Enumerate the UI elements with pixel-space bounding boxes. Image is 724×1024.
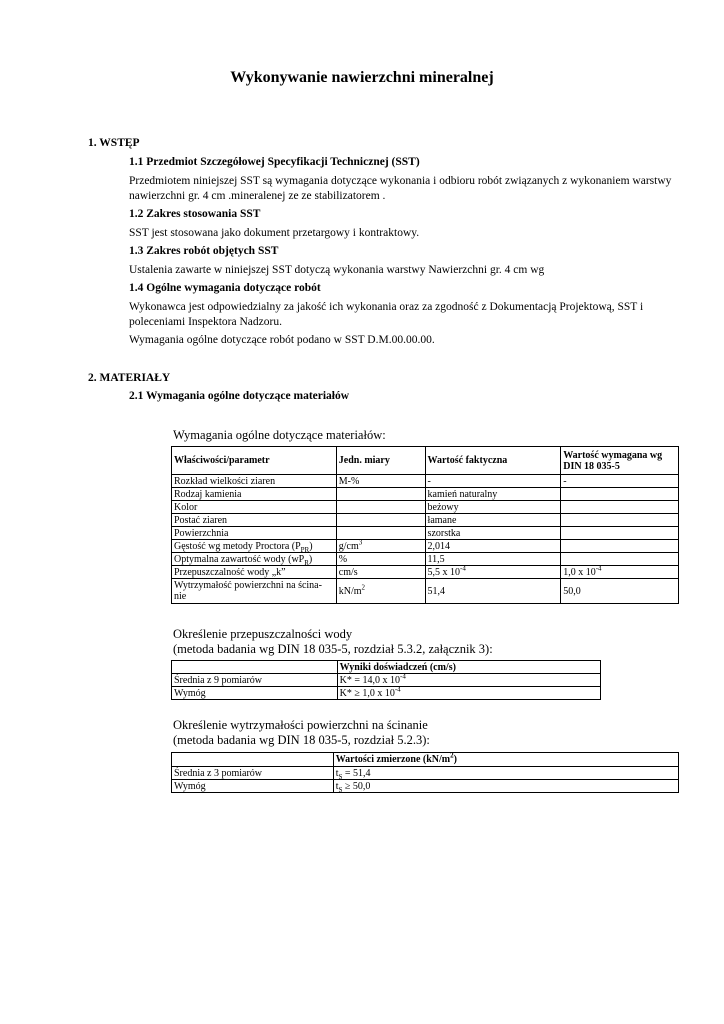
- table-row: [172, 488, 679, 501]
- table-3-caption-2: (metoda badania wg DIN 18 035-5, rozdział 5.2.3):: [173, 733, 430, 747]
- cell-required: [561, 527, 679, 540]
- cell-actual: 2,014: [425, 540, 561, 553]
- materials-table: [171, 446, 679, 604]
- cell-unit: [336, 501, 425, 514]
- permeability-table: [171, 660, 601, 700]
- header-required-value: Wartość wymagana wg DIN 18 035-5: [561, 447, 679, 475]
- cell-unit: M-%: [336, 475, 425, 488]
- table-row: [172, 687, 601, 700]
- cell-unit: $kN/m^2$: [336, 579, 425, 604]
- cell-value: K* ≥ 1,0 x $10^{-4}$: [337, 687, 600, 700]
- cell-property: Powierzchnia: [172, 527, 337, 540]
- table-1-caption: Wymagania ogólne dotyczące materiałów:: [173, 428, 386, 442]
- cell-unit: [336, 527, 425, 540]
- table-row: [172, 527, 679, 540]
- section-2-1-heading: 2.1 Wymagania ogólne dotyczące materiałów: [129, 390, 350, 402]
- section-1-4-text-2: Wymagania ogólne dotyczące robót podano w SST D.M.00.00.00.: [129, 334, 435, 346]
- table-row: [172, 501, 679, 514]
- table-header-row: [172, 753, 679, 767]
- section-1-2-heading: 1.2 Zakres stosowania SST: [129, 208, 261, 220]
- table-row: [172, 540, 679, 553]
- cell-actual: 5,5 x $10^{-4}$: [425, 566, 561, 579]
- cell-actual: 51,4: [425, 579, 561, 604]
- section-1-3-text: Ustalenia zawarte w niniejszej SST dotyczą wykonania warstwy Nawierzchni gr. 4 cm wg: [129, 264, 545, 276]
- section-1-4-heading: 1.4 Ogólne wymagania dotyczące robót: [129, 282, 321, 294]
- cell-property: Przepuszczalność wody „k”: [172, 566, 337, 579]
- cell-property: Optymalna zawartość wody $(wP_R)$: [172, 553, 337, 566]
- header-empty: [172, 753, 334, 767]
- table-row: [172, 514, 679, 527]
- cell-required: -: [561, 475, 679, 488]
- cell-actual: kamień naturalny: [425, 488, 561, 501]
- cell-required: [561, 540, 679, 553]
- section-1-heading: 1. WSTĘP: [88, 137, 140, 149]
- section-2-heading: 2. MATERIAŁY: [88, 372, 171, 384]
- cell-required: [561, 553, 679, 566]
- cell-required: 50,0: [561, 579, 679, 604]
- section-1-1-text: Przedmiotem niniejszej SST są wymagania dotyczące wykonania i odbioru robót związanych z wykonaniem warstwy nawierzchni gr. 4 cm .mineralenej ze ze stabilizatorem .: [129, 175, 672, 202]
- shear-strength-table: [171, 752, 679, 793]
- cell-property: Rodzaj kamienia: [172, 488, 337, 501]
- cell-property: Kolor: [172, 501, 337, 514]
- cell-unit: %: [336, 553, 425, 566]
- cell-actual: łamane: [425, 514, 561, 527]
- header-empty: [172, 661, 338, 674]
- cell-label: Średnia z 9 pomiarów: [172, 674, 338, 687]
- table-2-caption-2: (metoda badania wg DIN 18 035-5, rozdział 5.3.2, załącznik 3):: [173, 642, 493, 656]
- table-3-caption-1: Określenie wytrzymałości powierzchni na ścinanie: [173, 718, 428, 732]
- header-property: Właściwości/parametr: [172, 447, 337, 475]
- cell-label: Średnia z 3 pomiarów: [172, 767, 334, 780]
- cell-required: [561, 501, 679, 514]
- cell-value: $t_S = 51,4$: [333, 767, 678, 780]
- cell-unit: $g/cm^3$: [336, 540, 425, 553]
- cell-actual: szorstka: [425, 527, 561, 540]
- document-title: Wykonywanie nawierzchni mineralnej: [230, 69, 494, 86]
- table-row: [172, 767, 679, 780]
- cell-required: 1,0 x $10^{-4}$: [561, 566, 679, 579]
- table-row: [172, 674, 601, 687]
- cell-label: Wymóg: [172, 780, 334, 793]
- table-row: [172, 780, 679, 793]
- section-1-1-heading: 1.1 Przedmiot Szczegółowej Specyfikacji Technicznej (SST): [129, 156, 420, 168]
- section-1-3-heading: 1.3 Zakres robót objętych SST: [129, 245, 279, 257]
- table-2-caption-1: Określenie przepuszczalności wody: [173, 627, 353, 641]
- cell-label: Wymóg: [172, 687, 338, 700]
- cell-value: $t_S \ge 50,0$: [333, 780, 678, 793]
- table-header-row: [172, 447, 679, 475]
- cell-actual: beżowy: [425, 501, 561, 514]
- cell-property: Postać ziaren: [172, 514, 337, 527]
- table-row: [172, 566, 679, 579]
- cell-unit: cm/s: [336, 566, 425, 579]
- header-actual-value: Wartość faktyczna: [425, 447, 561, 475]
- cell-required: [561, 514, 679, 527]
- cell-unit: [336, 514, 425, 527]
- cell-property: Rozkład wielkości ziaren: [172, 475, 337, 488]
- section-1-2-text: SST jest stosowana jako dokument przetargowy i kontraktowy.: [129, 227, 420, 239]
- table-row: [172, 553, 679, 566]
- table-row: [172, 579, 679, 604]
- cell-actual: -: [425, 475, 561, 488]
- section-1-4-text-1: Wykonawca jest odpowiedzialny za jakość ich wykonania oraz za zgodność z Dokumentacją Projektową, SST i poleceniami Inspektora Nadzoru.: [129, 301, 644, 328]
- cell-property: Gęstość wg metody Proctora $(P_{PR})$: [172, 540, 337, 553]
- cell-property: Wytrzymałość powierzchni na ścina-nie: [172, 579, 337, 604]
- header-measured: Wartości zmierzone $(kN/m^2)$: [333, 753, 678, 767]
- cell-unit: [336, 488, 425, 501]
- cell-required: [561, 488, 679, 501]
- header-results: Wyniki doświadczeń (cm/s): [337, 661, 600, 674]
- cell-value: K* = 14,0 x $10^{-4}$: [337, 674, 600, 687]
- table-header-row: [172, 661, 601, 674]
- table-row: [172, 475, 679, 488]
- header-unit: Jedn. miary: [336, 447, 425, 475]
- cell-actual: 11,5: [425, 553, 561, 566]
